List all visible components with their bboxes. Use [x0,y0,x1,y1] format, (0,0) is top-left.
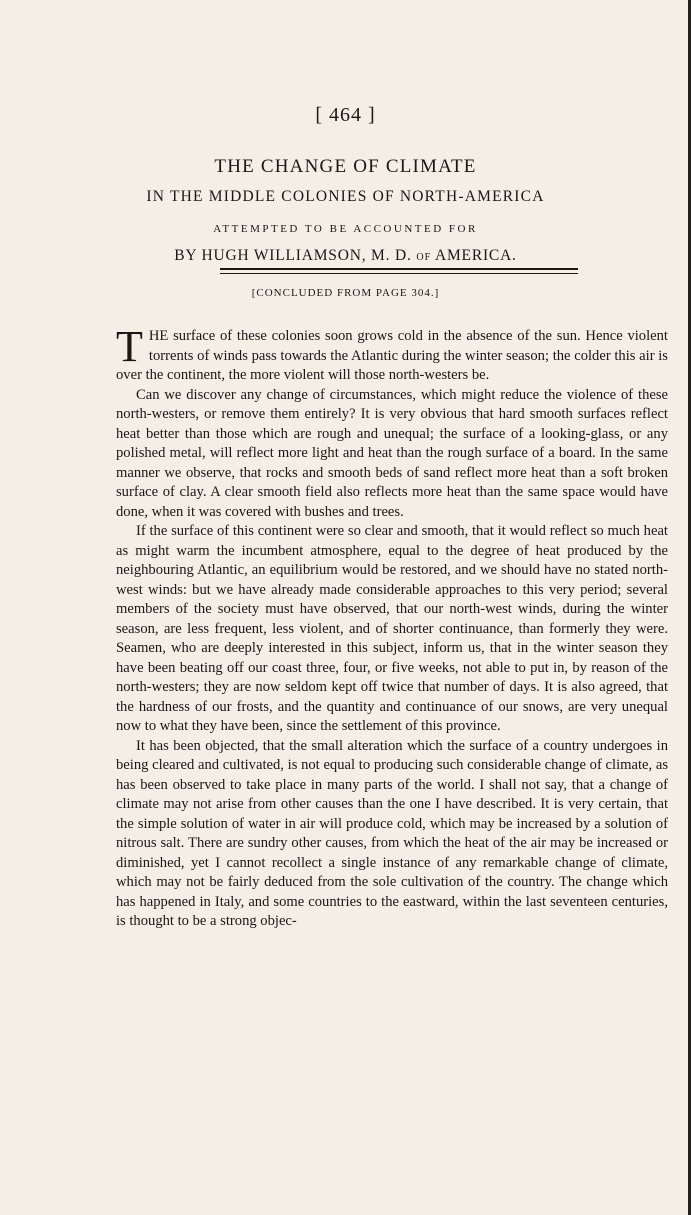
author-place: AMERICA. [434,247,517,264]
article-attempted-line: ATTEMPTED TO BE ACCOUNTED FOR [213,223,478,235]
author-name: BY HUGH WILLIAMSON, M. D. [174,247,412,264]
page-number: [ 464 ] [315,104,376,126]
paragraph-1-text: HE surface of these colonies soon grows cold in the absence of the sun. Hence violent torrents of winds pass towards the Atlantic during the winter season; the colder this air is over the continent, the more violent will those north-westers be. [116,328,668,383]
paragraph-1 [116,322,668,386]
double-rule-top [220,268,578,270]
article-title: THE CHANGE OF CLIMATE [214,156,477,177]
double-rule-bottom [220,273,578,274]
paragraph-2: Can we discover any change of circumstances, which might reduce the violence of these north-westers, or remove them entirely? It is very obvious that hard smooth surfaces reflect heat better than those which are rough and unequal; the surface of a looking-glass, or any polished metal, will reflect more light and heat than the rough surface of a board. In the same manner we observe, that rocks and smooth beds of sand reflect more heat than a soft broken surface of clay. A clear smooth field also reflects more heat than the same space would have done, when it was covered with bushes and trees. [116,386,668,520]
paragraph-3: If the surface of this continent were so clear and smooth, that it would reflect so much heat as might warm the incumbent atmosphere, equal to the degree of heat produced by the neighbouring Atlantic, an equilibrium would be restored, and we should have no stated north-west winds: but we have already made considerable approaches to this very period; several members of the society must have observed, that our north-west winds, during the winter season, are less frequent, less violent, and of shorter continuance, than formerly they were. Seamen, who are deeply interested in this subject, inform us, that in the winter season they have been beating off our coast three, four, or five weeks, not able to put in, by reason of the north-westers; they are now seldom kept off twice that number of days. It is also agreed, that the hardness of our frosts, and the quantity and continuance of our snows, are very unequal now to what they have been, since the settlement of this province. [116,523,668,734]
paragraph-4: It has been objected, that the small alteration which the surface of a country undergoes in being cleared and cultivated, is not equal to producing such considerable change of climate, as has been observed to take place in many parts of the world. I shall not say, that a change of climate may not arise from other causes than the one I have described. It is very certain, that the simple solution of water in air will produce cold, which may be increased by a solution of nitrous salt. There are sundry other causes, from which the heat of the air may be increased or diminished, yet I cannot recollect a single instance of any remarkable change of climate, which may not be fairly deduced from the sole cultivation of the country. The change which has happened in Italy, and some countries to the eastward, within the last seventeen centuries, is thought to be a strong objec- [116,737,668,929]
article-subtitle: IN THE MIDDLE COLONIES OF NORTH-AMERICA [146,188,545,205]
article-body [116,322,668,932]
concluded-note: [CONCLUDED FROM PAGE 304.] [251,287,440,299]
drop-cap: T [116,322,143,371]
author-byline [0,247,691,265]
byline-of: OF [416,252,432,263]
